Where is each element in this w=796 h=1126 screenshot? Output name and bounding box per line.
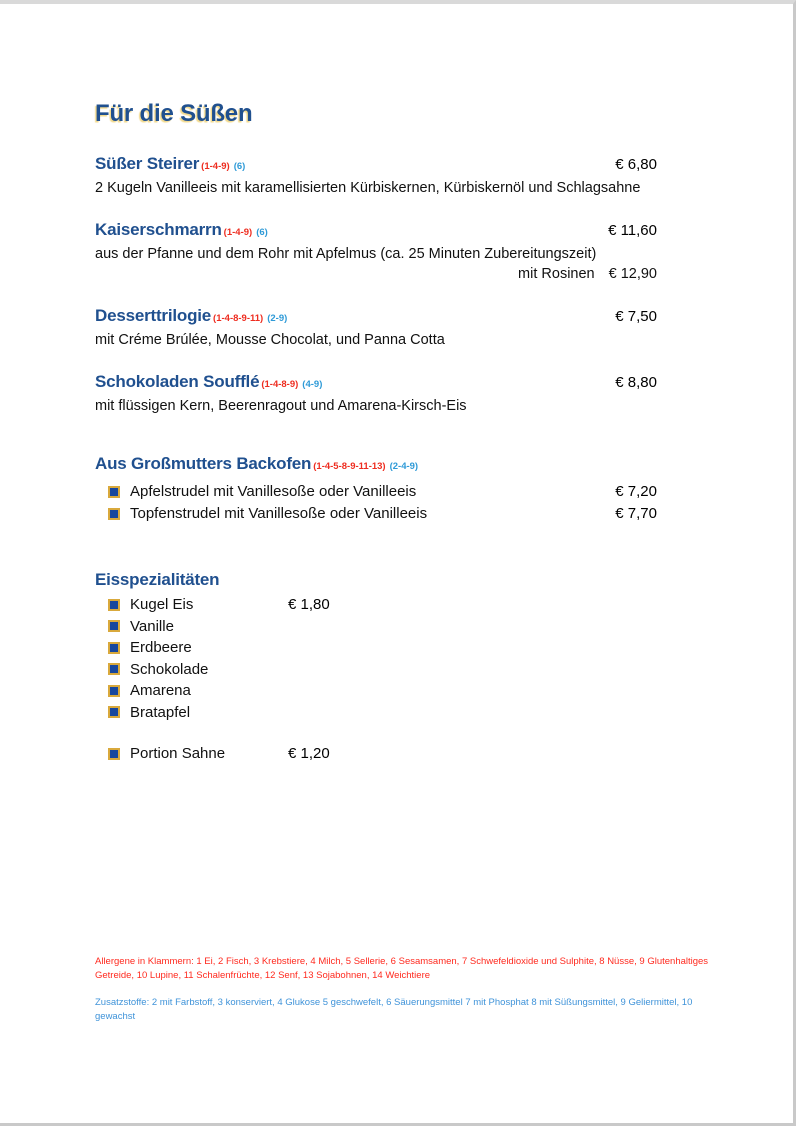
item-name: Süßer Steirer (95, 154, 200, 173)
item-name: Kaiserschmarrn (95, 220, 222, 239)
item-description: 2 Kugeln Vanilleeis mit karamellisierten Kürbiskernen, Kürbiskernöl und Schlagsahne (95, 180, 641, 196)
square-bullet-icon (108, 508, 120, 520)
list-item-label: Portion Sahne (130, 745, 226, 762)
list-item-price: € 7,70 (615, 505, 657, 522)
item-head (95, 371, 657, 396)
additive-codes: (6) (256, 227, 268, 238)
item-price: € 7,50 (615, 308, 657, 325)
menu-item-suesser-steirer (95, 153, 657, 198)
list-item-price: € 1,80 (288, 596, 330, 613)
list-item-label: Schokolade (130, 660, 209, 678)
menu-item-schokoladen-souffle (95, 371, 657, 416)
square-bullet-icon (108, 642, 120, 654)
list-item-label: Erdbeere (130, 639, 192, 656)
list-item-price: € 7,20 (615, 483, 657, 500)
variant-price: € 12,90 (608, 266, 657, 282)
item-price: € 11,60 (608, 222, 657, 239)
allergen-codes: (1-4-9) (223, 227, 253, 238)
section-heading (95, 453, 657, 478)
square-bullet-icon (108, 748, 120, 760)
list-item (95, 702, 657, 724)
section-eisspezialitaeten (95, 569, 657, 765)
item-head (95, 153, 657, 178)
allergen-legend: Allergene in Klammern: 1 Ei, 2 Fisch, 3 Krebstiere, 4 Milch, 5 Sellerie, 6 Sesamsamen, 7 Schwefeldioxide und Sulphite, 8 Nüsse, 9 Glutenhaltiges Getreide, 10 Lupine, 11 Schalenfrüchte, 12 Senf, 13 Sojabohnen, 14 Weichtiere (95, 956, 709, 981)
list-item-label: Apfelstrudel mit Vanillesoße oder Vanilleeis (130, 483, 417, 500)
list-item-label: Amarena (130, 682, 191, 699)
menu-content (0, 4, 793, 765)
additive-codes: (2-9) (267, 313, 288, 324)
page-title: Für die Süßen (95, 100, 253, 127)
additive-legend: Zusatzstoffe: 2 mit Farbstoff, 3 konserviert, 4 Glukose 5 geschwefelt, 6 Säuerungsmittel 7 mit Phosphat 8 mit Süßungsmittel, 9 Geliermittel, 10 gewachst (95, 997, 693, 1022)
allergen-codes: (1-4-8-9-11) (213, 313, 264, 324)
square-bullet-icon (108, 685, 120, 697)
list-item-label: Vanille (130, 617, 174, 635)
list-item (95, 637, 657, 659)
additive-codes: (2-4-9) (389, 461, 419, 472)
item-price: € 6,80 (615, 156, 657, 173)
item-description: mit Créme Brúlée, Mousse Chocolat, und Panna Cotta (95, 332, 445, 348)
list-item (95, 616, 657, 638)
item-variant (95, 265, 657, 284)
section-backofen (95, 453, 657, 525)
list-item-portion-sahne (95, 743, 657, 765)
item-head (95, 305, 657, 330)
square-bullet-icon (108, 599, 120, 611)
item-price: € 8,80 (615, 374, 657, 391)
list-item (95, 680, 657, 702)
list-item-label: Bratapfel (130, 703, 191, 721)
additive-codes: (6) (233, 161, 246, 172)
list-item (95, 659, 657, 681)
menu-item-kaiserschmarrn (95, 219, 657, 284)
allergen-codes: (1-4-5-8-9-11-13) (313, 461, 386, 472)
allergen-codes: (1-4-9) (201, 161, 230, 172)
list-item-price: € 1,20 (288, 745, 330, 762)
section-title: Eisspezialitäten (95, 570, 220, 589)
fine-print-footer (95, 955, 712, 1037)
item-description: aus der Pfanne und dem Rohr mit Apfelmus (ca. 25 Minuten Zubereitungszeit) (95, 246, 597, 262)
item-name: Schokoladen Soufflé (95, 372, 260, 391)
menu-item-desserttrilogie (95, 305, 657, 350)
variant-label: mit Rosinen (518, 266, 595, 282)
item-head (95, 219, 657, 244)
square-bullet-icon (108, 620, 120, 632)
list-item-label: Topfenstrudel mit Vanillesoße oder Vanilleeis (130, 505, 428, 522)
list-item (95, 481, 657, 503)
list-item-label: Kugel Eis (130, 596, 194, 613)
item-name: Desserttrilogie (95, 306, 212, 325)
section-heading (95, 569, 657, 591)
square-bullet-icon (108, 706, 120, 718)
allergen-codes: (1-4-8-9) (261, 379, 299, 390)
list-item (95, 594, 657, 616)
additive-codes: (4-9) (302, 379, 323, 390)
section-title: Aus Großmutters Backofen (95, 454, 312, 473)
square-bullet-icon (108, 663, 120, 675)
square-bullet-icon (108, 486, 120, 498)
list-item (95, 503, 657, 525)
item-description: mit flüssigen Kern, Beerenragout und Amarena-Kirsch-Eis (95, 398, 467, 414)
